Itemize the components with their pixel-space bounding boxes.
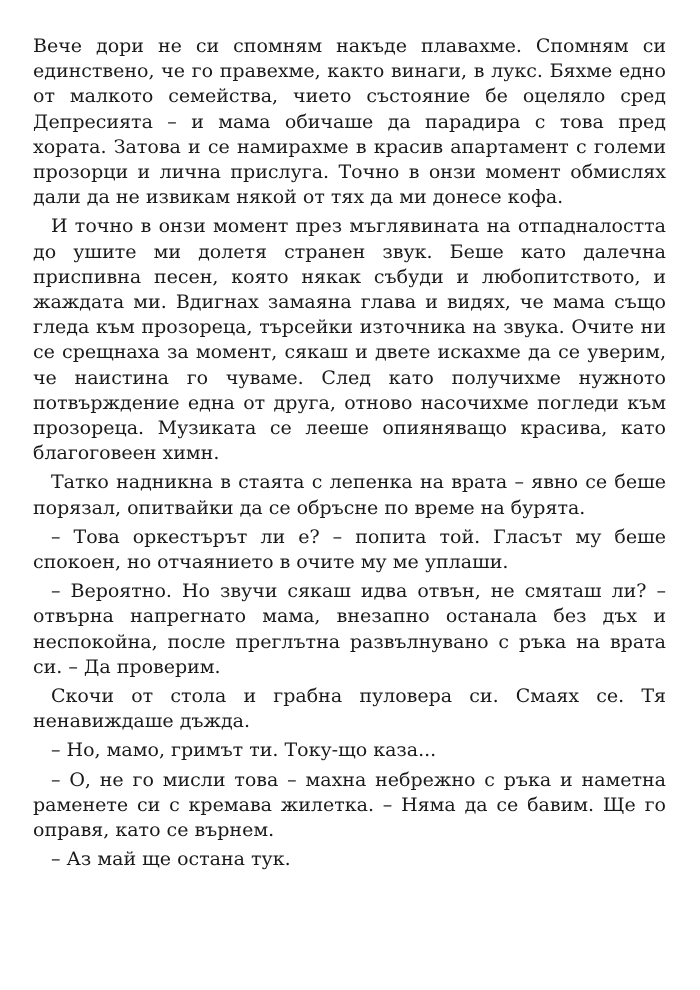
paragraph: Скочи от стола и грабна пуловера си. Смаях се. Тя ненавиждаше дъжда. <box>33 685 666 733</box>
paragraph: Татко надникна в стаята с лепенка на врата – явно се беше порязал, опитвайки да се обръсне по време на бурята. <box>33 471 666 519</box>
paragraph: – Това оркестърът ли е? – попита той. Гласът му беше спокоен, но отчаянието в очите му ме уплаши. <box>33 525 666 574</box>
paragraph: Вече дори не си спомням накъде плавахме. Спомням си единствено, че го правехме, както винаги, в лукс. Бяхме едно от малкото семейства, чието състояние бе оцеляло сред Депресията – и мама обичаше да парадира с това пред хората. Затова и се намирахме в красив апартамент с големи прозорци и лична прислуга. Точно в онзи момент обмислях дали да не извикам някой от тях да ми донесе кофа. <box>33 35 666 209</box>
paragraph: – О, не го мисли това – махна небрежно с ръка и наметна раменете си с кремава жилетка. – Няма да се бавим. Ще го оправя, като се върнем. <box>33 768 666 842</box>
paragraph: – Аз май ще остана тук. <box>51 848 291 871</box>
paragraph: – Вероятно. Но звучи сякаш идва отвън, не смяташ ли? – отвърна напрегнато мама, внезапно останала без дъх и неспокойна, после преглътна развълнувано с ръка на врата си. – Да проверим. <box>33 580 666 678</box>
paragraph: – Но, мамо, гримът ти. Току-що каза... <box>51 739 437 762</box>
page-text <box>33 34 666 877</box>
paragraph: И точно в онзи момент през мъглявината на отпадналостта до ушите ми долетя странен звук. Беше като далечна приспивна песен, която някак събуди и любопитството, и жаждата ми. Вдигнах замаяна глава и видях, че мама също гледа към прозореца, търсейки източника на звука. Очите ни се срещнаха за момент, сякаш и двете искахме да се уверим, че наистина го чуваме. След като получихме нужното потвърждение една от друга, отново насочихме погледи към прозореца. Музиката се лееше опияняващо красива, като благоговеен химн. <box>33 215 666 465</box>
